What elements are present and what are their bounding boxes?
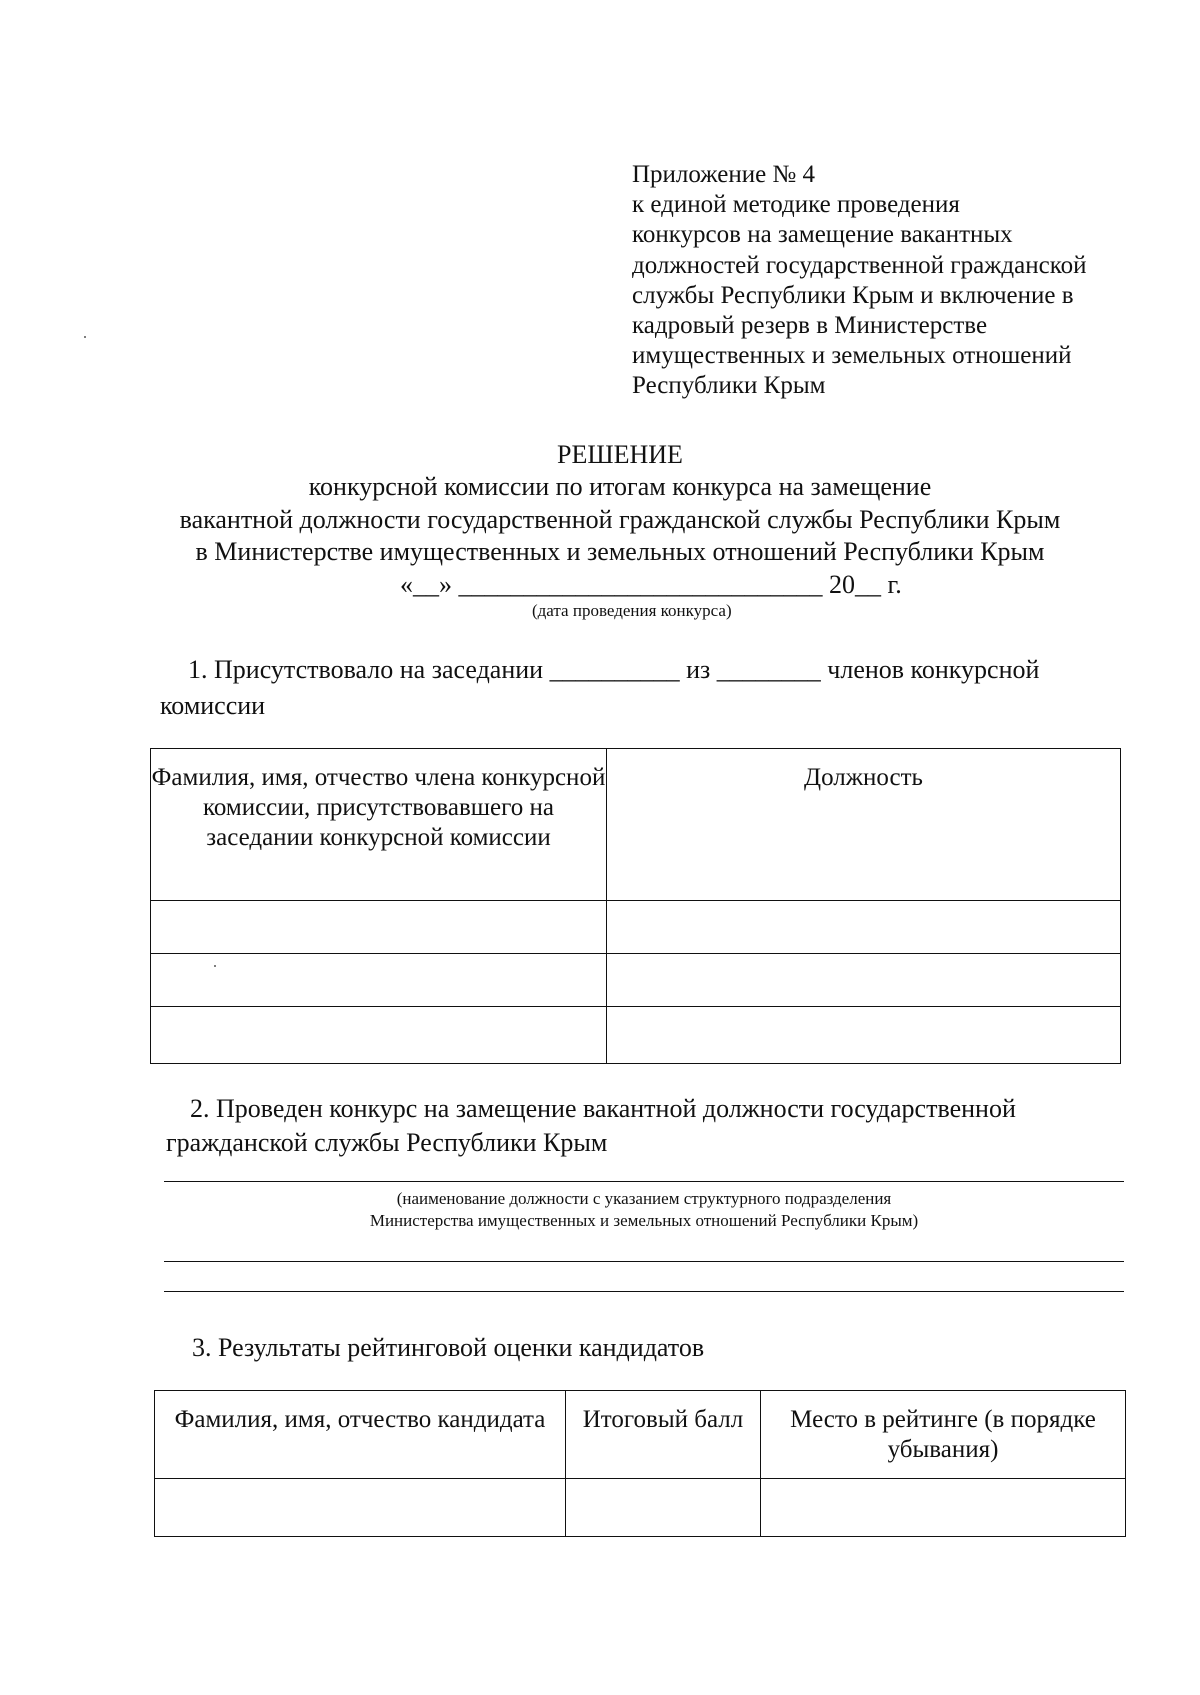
appendix-line: службы Республики Крым и включение в	[632, 281, 1074, 309]
header-cell-rating-place: Место в рейтинге (в порядке убывания)	[761, 1391, 1126, 1479]
appendix-line: к единой методике проведения	[632, 191, 960, 219]
date-year-blank: __	[855, 570, 881, 599]
date-day-blank: __	[413, 570, 439, 599]
scan-speck	[214, 965, 216, 967]
table-cell[interactable]	[151, 901, 607, 954]
section2-line2: гражданской службы Республики Крым	[166, 1128, 608, 1157]
table-row	[151, 901, 1121, 954]
table-cell[interactable]	[607, 954, 1121, 1007]
table-row	[155, 1479, 1126, 1537]
header-cell-final-score: Итоговый балл	[566, 1391, 761, 1479]
header-cell-position: Должность	[607, 749, 1121, 901]
appendix-line: конкурсов на замещение вакантных	[632, 221, 1013, 249]
table-cell[interactable]	[155, 1479, 566, 1537]
date-year-prefix: 20	[829, 570, 855, 599]
appendix-line: Приложение № 4	[632, 161, 816, 188]
section1-suffix: членов конкурсной	[827, 655, 1040, 684]
position-caption-line1: (наименование должности с указанием структурного подразделения	[396, 1189, 892, 1208]
date-caption: (дата проведения конкурса)	[532, 601, 732, 620]
date-open-quote: «	[400, 570, 413, 599]
blank-line[interactable]	[164, 1261, 1124, 1262]
table-cell[interactable]	[151, 1007, 607, 1064]
section3-heading: 3. Результаты рейтинговой оценки кандидатов	[192, 1333, 705, 1362]
appendix-block	[632, 160, 1152, 402]
table-cell[interactable]	[566, 1479, 761, 1537]
appendix-line: Республики Крым	[632, 372, 826, 400]
section1-blank-total: ________	[716, 655, 821, 684]
table-header-row	[155, 1391, 1126, 1479]
section1-blank-present: __________	[549, 655, 680, 684]
table-cell[interactable]	[607, 901, 1121, 954]
header-cell-candidate-name: Фамилия, имя, отчество кандидата	[155, 1391, 566, 1479]
table-header-row	[151, 749, 1121, 901]
header-cell-member-name: Фамилия, имя, отчество члена конкурсной комиссии, присутствовавшего на заседании конкурсной комиссии	[151, 749, 607, 901]
section2-line1: 2. Проведен конкурс на замещение вакантной должности государственной	[190, 1094, 1016, 1123]
subtitle-line: в Министерстве имущественных и земельных отношений Республики Крым	[195, 537, 1045, 566]
date-line	[400, 570, 902, 600]
section1-continuation: комиссии	[160, 691, 266, 720]
section1-middle: из	[686, 655, 711, 684]
appendix-line: кадровый резерв в Министерстве	[632, 312, 988, 340]
scan-speck	[84, 336, 86, 338]
position-caption-line2: Министерства имущественных и земельных отношений Республики Крым)	[369, 1211, 919, 1230]
position-name-line[interactable]	[164, 1181, 1124, 1182]
table-cell[interactable]	[761, 1479, 1126, 1537]
date-year-suffix: г.	[881, 570, 902, 599]
table-row	[151, 954, 1121, 1007]
section1-line	[188, 655, 1039, 685]
table-cell[interactable]	[607, 1007, 1121, 1064]
candidate-rating-table	[154, 1390, 1126, 1537]
subtitle-line: вакантной должности государственной гражданской службы Республики Крым	[179, 505, 1061, 534]
commission-members-table	[150, 748, 1121, 1064]
document-title: РЕШЕНИЕ	[557, 440, 683, 469]
appendix-line: имущественных и земельных отношений	[632, 342, 1072, 370]
date-close-quote: »	[439, 570, 452, 599]
table-row	[151, 1007, 1121, 1064]
table-cell[interactable]	[151, 954, 607, 1007]
blank-line[interactable]	[164, 1291, 1124, 1292]
section1-prefix: 1. Присутствовало на заседании	[188, 655, 544, 684]
date-month-blank: ____________________________	[458, 570, 823, 599]
subtitle-line: конкурсной комиссии по итогам конкурса на замещение	[308, 472, 932, 501]
appendix-line: должностей государственной гражданской	[632, 251, 1087, 279]
